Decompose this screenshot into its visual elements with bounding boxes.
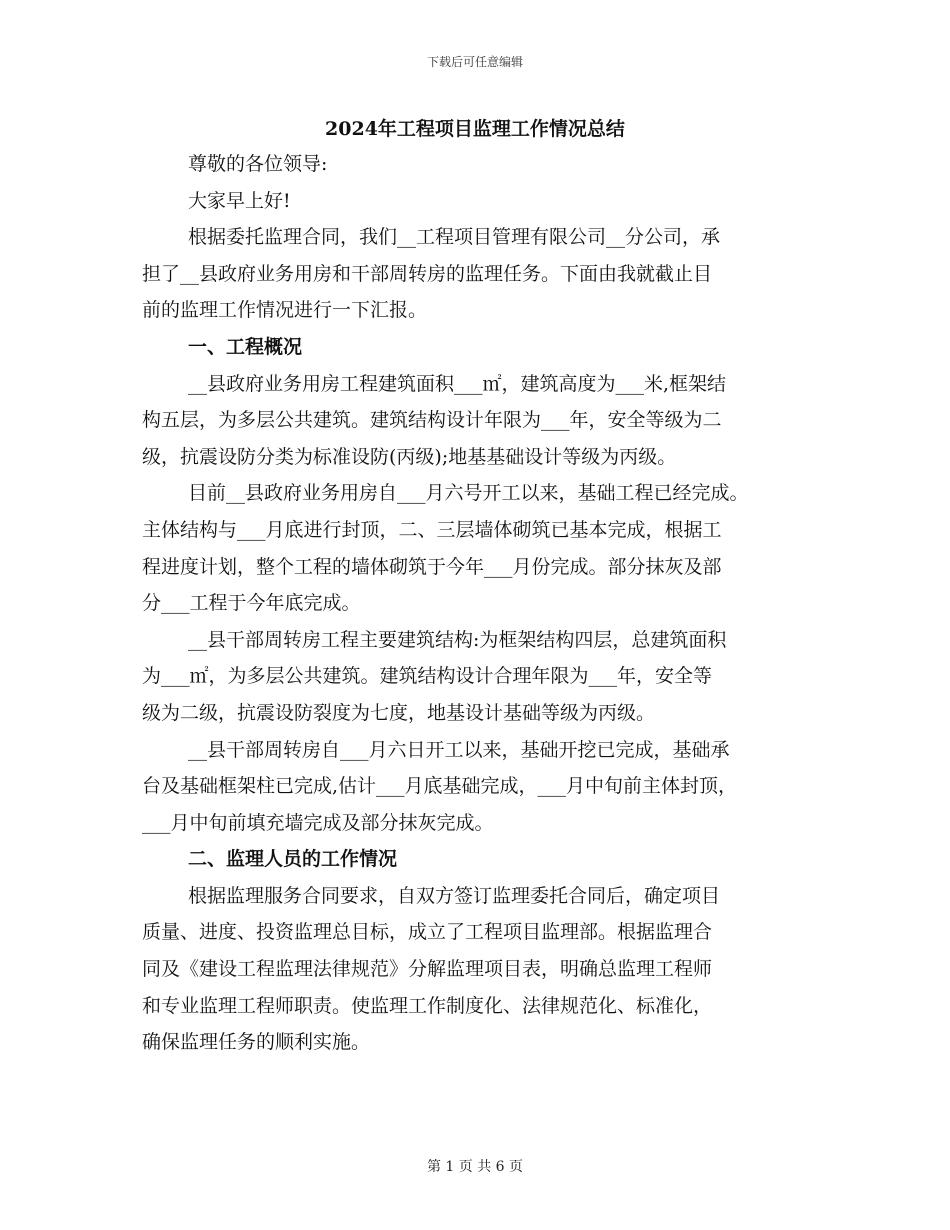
overview-p4-line-2: 台及基础框架柱已完成,估计___月底基础完成，___月中旬前主体封顶， <box>142 775 738 798</box>
document-title: 2024年工程项目监理工作情况总结 <box>325 118 625 140</box>
overview-p1-line-1: __县政府业务用房工程建筑面积___㎡，建筑高度为___米,框架结 <box>188 372 727 395</box>
staff-p1-line-2: 质量、进度、投资监理总目标，成立了工程项目监理部。根据监理合 <box>142 921 713 944</box>
intro-line-2: 担了__县政府业务用房和干部周转房的监理任务。下面由我就截止目 <box>142 262 713 285</box>
overview-p3-line-1: __县干部周转房工程主要建筑结构:为框架结构四层，总建筑面积 <box>188 628 727 651</box>
overview-p3-line-2: 为___㎡，为多层公共建筑。建筑结构设计合理年限为___年，安全等 <box>142 665 713 688</box>
intro-line-3: 前的监理工作情况进行一下汇报。 <box>142 299 428 322</box>
staff-p1-line-5: 确保监理任务的顺利实施。 <box>142 1031 371 1054</box>
overview-p2-line-2: 主体结构与___月底进行封顶，二、三层墙体砌筑已基本完成，根据工 <box>142 518 722 541</box>
overview-p1-line-2: 构五层，为多层公共建筑。建筑结构设计年限为___年，安全等级为二 <box>142 409 722 432</box>
overview-p2-line-3: 程进度计划，整个工程的墙体砌筑于今年___月份完成。部分抹灰及部 <box>142 555 722 578</box>
page-header-note: 下载后可任意编辑 <box>426 55 523 69</box>
page-number: 第 1 页 共 6 页 <box>426 1159 524 1175</box>
salutation: 尊敬的各位领导: <box>188 153 328 175</box>
overview-p3-line-3: 级为二级，抗震设防裂度为七度，地基设计基础等级为丙级。 <box>142 701 656 724</box>
intro-line-1: 根据委托监理合同，我们__工程项目管理有限公司__分公司，承 <box>188 226 721 249</box>
overview-p2-line-1: 目前__县政府业务用房自___月六号开工以来，基础工程已经完成。 <box>188 482 749 505</box>
overview-p4-line-1: __县干部周转房自___月六日开工以来，基础开挖已完成，基础承 <box>188 738 730 761</box>
staff-p1-line-1: 根据监理服务合同要求，自双方签订监理委托合同后，确定项目 <box>188 884 721 907</box>
overview-p2-line-4: 分___工程于今年底完成。 <box>142 592 361 615</box>
greeting: 大家早上好! <box>188 189 291 212</box>
overview-p1-line-3: 级，抗震设防分类为标准设防(丙级);地基基础设计等级为丙级。 <box>142 445 677 468</box>
section-heading-overview: 一、工程概况 <box>188 335 303 358</box>
staff-p1-line-3: 同及《建设工程监理法律规范》分解监理项目表，明确总监理工程师 <box>142 958 713 981</box>
staff-p1-line-4: 和专业监理工程师职责。使监理工作制度化、法律规范化、标准化， <box>142 994 713 1017</box>
document-body <box>142 146 832 1061</box>
section-heading-staff: 二、监理人员的工作情况 <box>188 848 398 871</box>
overview-p4-line-3: ___月中旬前填充墙完成及部分抹灰完成。 <box>142 811 494 834</box>
